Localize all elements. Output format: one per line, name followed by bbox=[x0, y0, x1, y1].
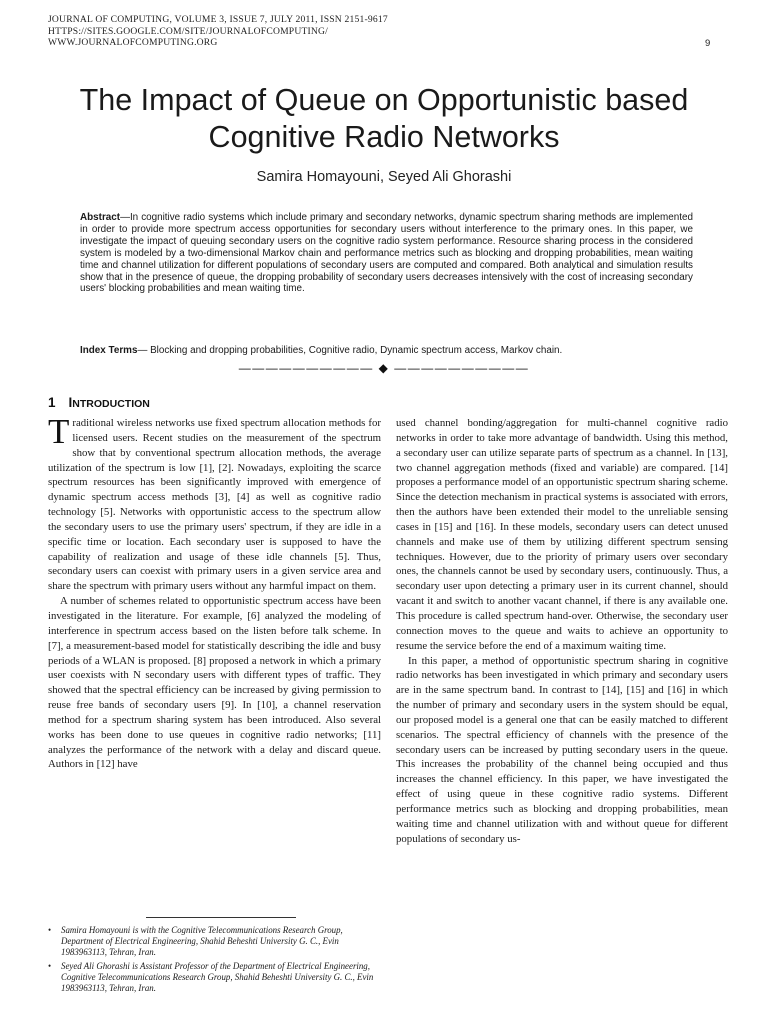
paragraph-text: raditional wireless networks use fixed spectrum allocation methods for licensed users. Recent studies on the measurement of the spectrum show that by conventional spectrum allocation methods, the average utilization of the spectrum is low [1], [2]. Nowadays, exploiting the scarce spectrum resources has been significantly improved with emergence of dynamic spectrum access methods [3], [4] as well as cognitive radio technology [5]. Networks with opportunistic access to the spectrum allow the secondary users to use the primary users' spectrum, if they are idle in a specific time or location. Each secondary user is supposed to have the capability of realization and usage of these idle channels [5]. Thus, secondary users can coexist with primary users in a given service area and share the spectrum with primary users without any harmful impact on them. bbox=[48, 417, 381, 593]
paragraph: used channel bonding/aggregation for multi-channel cognitive radio networks in order to take more advantage of bandwidth. Using this method, a secondary user can utilize separate parts of spectrum as a channel. In [13], two channel aggregation methods (fixed and variable) are compared. [14] proposes a performance model of an opportunistic spectrum sharing scheme. Since the detection mechanism in practical systems is associated with errors, then the authors have been extended their model to the unreliable sensing cases in [15] and [16]. In these models, secondary users can detect unused channels and make use of them by utilizing different spectrum sensing techniques. However, due to the priority of primary users over secondary ones, the channels cannot be used by secondary users, continuously. Thus, a secondary user upon detecting a primary user in its current channel, should vacant it and switch to another vacant channel, if there is any available one. This procedure is called spectrum hand-over. Otherwise, the secondary user connection moves to the queue and waits to achieve an opportunity to resume the service before the end of a maximum waiting time. bbox=[396, 417, 728, 652]
paragraph bbox=[48, 412, 381, 594]
right-column bbox=[396, 416, 728, 846]
footnotes bbox=[48, 925, 381, 996]
paragraph: A number of schemes related to opportunistic spectrum access have been investigated in the literature. For example, [6] analyzed the modeling of interference in spectrum access based on the listen before talk scheme. In [7], a measurement-based model for statistically describing the idle and busy periods of a WLAN is proposed. [8] proposed a network in which a primary user coexists with N secondary users with different types of traffic. They showed that the spectral efficiency can be increased by giving permission to reuse free bands of secondary users [9]. In [10], a channel reservation method for a spectrum sharing system has been introduced. Also several works has been done to use queues in cognitive radio networks; [11] analyzes the performance of the network with a delay and discard queue. Authors in [12] have bbox=[48, 595, 381, 771]
abstract-label: Abstract bbox=[80, 212, 121, 223]
left-column bbox=[48, 412, 381, 772]
journal-line-2: HTTPS://SITES.GOOGLE.COM/SITE/JOURNALOFCOMPUTING/ bbox=[48, 25, 329, 37]
bullet-icon: • bbox=[48, 960, 52, 971]
bullet-icon: • bbox=[48, 925, 52, 935]
footnote-rule bbox=[146, 917, 296, 918]
authors: Samira Homayouni, Seyed Ali Ghorashi bbox=[256, 169, 512, 185]
section-title-initial: I bbox=[68, 395, 73, 410]
journal-line-3: WWW.JOURNALOFCOMPUTING.ORG bbox=[48, 37, 218, 48]
title-line-1: The Impact of Queue on Opportunistic based bbox=[79, 83, 689, 117]
index-terms-text: — Blocking and dropping probabilities, Cognitive radio, Dynamic spectrum access, Markov chain. bbox=[137, 345, 563, 356]
page-number: 9 bbox=[705, 38, 711, 49]
footnote bbox=[48, 961, 381, 995]
section-title-rest: NTRODUCTION bbox=[72, 398, 150, 410]
abstract bbox=[80, 212, 693, 295]
abstract-text: —In cognitive radio systems which include primary and secondary networks, dynamic spectrum sharing methods are implemented in order to provide more spectrum access opportunities for secondary users without interference to the primary ones. In this paper, we investigate the impact of queuing secondary users on the cognitive radio system performance. Resource sharing process in the considered system is modeled by a two-dimensional Markov chain and performance metrics such as blocking and dropping probabilities, mean waiting time and channel utilization for different populations of secondary users are computed and compared. Both analytical and simulation results show that in the presence of queue, the dropping probability of secondary users decreases intensively with the cost of increasing secondary users' blocking probabilities and mean waiting time. bbox=[80, 212, 693, 295]
footnote bbox=[48, 925, 381, 959]
paper-title bbox=[0, 82, 768, 156]
index-terms bbox=[80, 345, 693, 356]
footnote-text: Samira Homayouni is with the Cognitive Telecommunications Research Group, Department of Electrical Engineering, Shahid Beheshti University G. C., Evin 1983963113, Tehran, Iran. bbox=[61, 925, 343, 958]
journal-line-1: JOURNAL OF COMPUTING, VOLUME 3, ISSUE 7, JULY 2011, ISSN 2151-9617 bbox=[48, 14, 388, 25]
index-terms-label: Index Terms bbox=[80, 345, 138, 356]
paragraph: In this paper, a method of opportunistic spectrum sharing in cognitive radio networks has been investigated in which primary and secondary users are in the same spectrum band. In contrast to [14], [15] and [16] in which the number of primary and secondary users in the system should be equal, our proposed model is a general one that can be easily matched to different scenarios. The spectral efficiency of channels with the presence of the secondary users can be increased by putting secondary users in the queue. This increases the probability of the channel being occupied and thus increases the channel efficiency. In this paper, we have investigated the effect of using queue in these cognitive radio systems. Different performance metrics such as blocking and dropping probabilities, mean waiting time and channel utilization with and without queue for different populations of secondary us- bbox=[396, 654, 728, 845]
journal-header bbox=[48, 14, 388, 49]
section-number: 1 bbox=[48, 395, 56, 410]
section-heading bbox=[48, 395, 150, 410]
drop-cap: T bbox=[48, 412, 70, 451]
section-divider: —————————— ◆ —————————— bbox=[238, 361, 530, 375]
title-line-2: Cognitive Radio Networks bbox=[208, 120, 560, 154]
footnote-text: Seyed Ali Ghorashi is Assistant Professor of the Department of Electrical Engineering, Cognitive Telecommunications Research Group, Shahid Beheshti University G. C., Evin 1983963113, Tehran, Iran. bbox=[61, 960, 374, 994]
